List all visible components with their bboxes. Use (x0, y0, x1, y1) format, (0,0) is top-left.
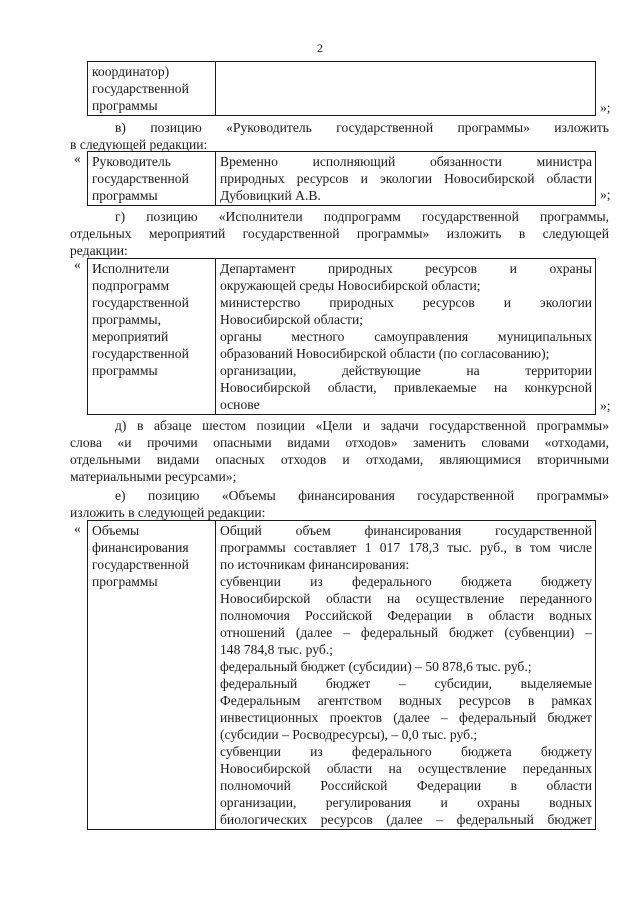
opening-quote: « (74, 151, 81, 166)
table-cell-label: Руководитель государственной программы (88, 152, 216, 206)
table-cell-value: Временно исполняющий обязанности министра природных ресурсов и экологии Новосибирской области Дубовицкий А.В. (216, 152, 596, 206)
page-number: 2 (317, 41, 323, 55)
table-financing (87, 520, 596, 830)
table-cell-value: Общий объем финансирования государственной программы составляет 1 017 178,3 тыс. руб., в том числе по источникам финансирования: субвенции из федерального бюджета бюджету Новосибирской области на осуществление переданного полномочия Российской Федерации в области водных отношений (далее – федеральный бюджет (субвенции) – 148 784,8 тыс. руб.; федеральный бюджет (субсидии) – 50 878,6 тыс. руб.; федеральный бюджет – субсидии, выделяемые Федеральным агентством водных ресурсов в рамках инвестиционных проектов (далее – федеральный бюджет (субсидии – Росводресурсы), – 0,0 тыс. руб.; субвенции из федерального бюджета бюджету Новосибирской области на осуществление переданных полномочий Российской Федерации в области организации, регулирования и охраны водных биологических ресурсов (далее – федеральный бюджет (216, 521, 596, 830)
opening-quote: « (74, 521, 81, 536)
paragraph-e: е) позицию «Объемы финансирования государственной программы» изложить в следующей редакции: (70, 488, 609, 520)
paragraph-v: в) позицию «Руководитель государственной программы» изложить в следующей редакции: (70, 120, 609, 152)
closing-quote: »; (600, 398, 611, 413)
paragraph-d: д) в абзаце шестом позиции «Цели и задачи государственной программы» слова «и прочими опасными видами отходов» заменить словами «отходами, отдельными видами опасных отходов и отходами, являющимися вторичными материальными ресурсами»; (70, 418, 609, 484)
table-cell-value (216, 62, 596, 116)
table-cell-label: Объемы финансирования государственной программы (88, 521, 216, 830)
table-cell-label: координатор) государственной программы (88, 62, 216, 116)
opening-quote: « (74, 257, 81, 272)
table-cell-value: Департамент природных ресурсов и охраны окружающей среды Новосибирской области; министерство природных ресурсов и экологии Новосибирской области; органы местного самоуправления муниципальных образований Новосибирской области (по согласованию); организации, действующие на территории Новосибирской области, привлекаемые на конкурсной основе (216, 259, 596, 415)
table-coordinator (87, 61, 596, 116)
paragraph-g: г) позицию «Исполнители подпрограмм государственной программы, отдельных мероприятий государственной программы» изложить в следующей редакции: (70, 209, 609, 258)
closing-quote: »; (600, 100, 611, 115)
table-cell-label: Исполнители подпрограмм государственной программы, мероприятий государственной программы (88, 259, 216, 415)
table-executors (87, 258, 596, 415)
closing-quote: »; (600, 187, 611, 202)
table-manager (87, 151, 596, 206)
